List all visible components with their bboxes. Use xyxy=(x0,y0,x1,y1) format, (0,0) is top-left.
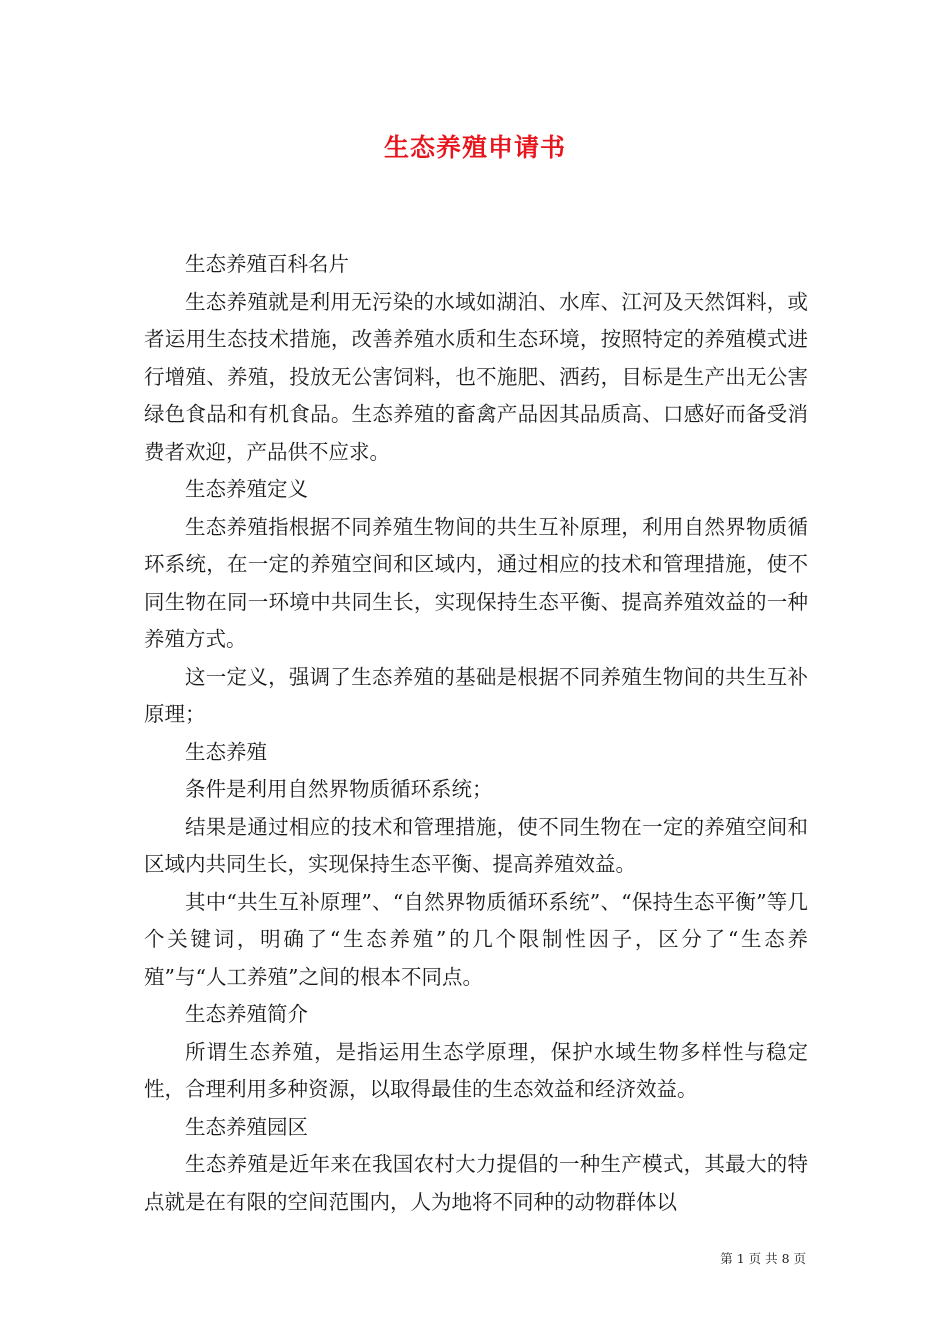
paragraph: 其中“共生互补原理”、“自然界物质循环系统”、“保持生态平衡”等几个关键词，明确了“生态养殖”的几个限制性因子，区分了“生态养殖”与“人工养殖”之间的根本不同点。 xyxy=(144,889,808,989)
paragraph: 结果是通过相应的技术和管理措施，使不同生物在一定的养殖空间和区域内共同生长，实现保持生态平衡、提高养殖效益。 xyxy=(144,814,808,876)
paragraph: 生态养殖园区 xyxy=(185,1114,308,1139)
paragraph: 条件是利用自然界物质循环系统； xyxy=(185,777,493,801)
paragraph: 生态养殖定义 xyxy=(185,477,308,501)
paragraph: 生态养殖简介 xyxy=(185,1002,308,1026)
paragraph: 这一定义，强调了生态养殖的基础是根据不同养殖生物间的共生互补原理； xyxy=(144,664,808,726)
document-body xyxy=(144,246,808,1221)
paragraph: 生态养殖 xyxy=(185,739,267,764)
paragraph: 生态养殖指根据不同养殖生物间的共生互补原理，利用自然界物质循环系统，在一定的养殖空间和区域内，通过相应的技术和管理措施，使不同生物在同一环境中共同生长，实现保持生态平衡、提高养殖效益的一种养殖方式。 xyxy=(144,514,808,651)
page-number: 第 1 页 共 8 页 xyxy=(720,1251,806,1266)
paragraph: 生态养殖是近年来在我国农村大力提倡的一种生产模式，其最大的特点就是在有限的空间范围内，人为地将不同种的动物群体以 xyxy=(144,1152,808,1214)
paragraph: 生态养殖百科名片 xyxy=(185,252,349,276)
page-title: 生态养殖申请书 xyxy=(383,133,566,162)
paragraph: 生态养殖就是利用无污染的水域如湖泊、水库、江河及天然饵料，或者运用生态技术措施，改善养殖水质和生态环境，按照特定的养殖模式进行增殖、养殖，投放无公害饲料，也不施肥、洒药，目标是生产出无公害绿色食品和有机食品。生态养殖的畜禽产品因其品质高、口感好而备受消费者欢迎，产品供不应求。 xyxy=(144,289,808,464)
paragraph: 所谓生态养殖，是指运用生态学原理，保护水域生物多样性与稳定性，合理利用多种资源，以取得最佳的生态效益和经济效益。 xyxy=(144,1039,808,1101)
